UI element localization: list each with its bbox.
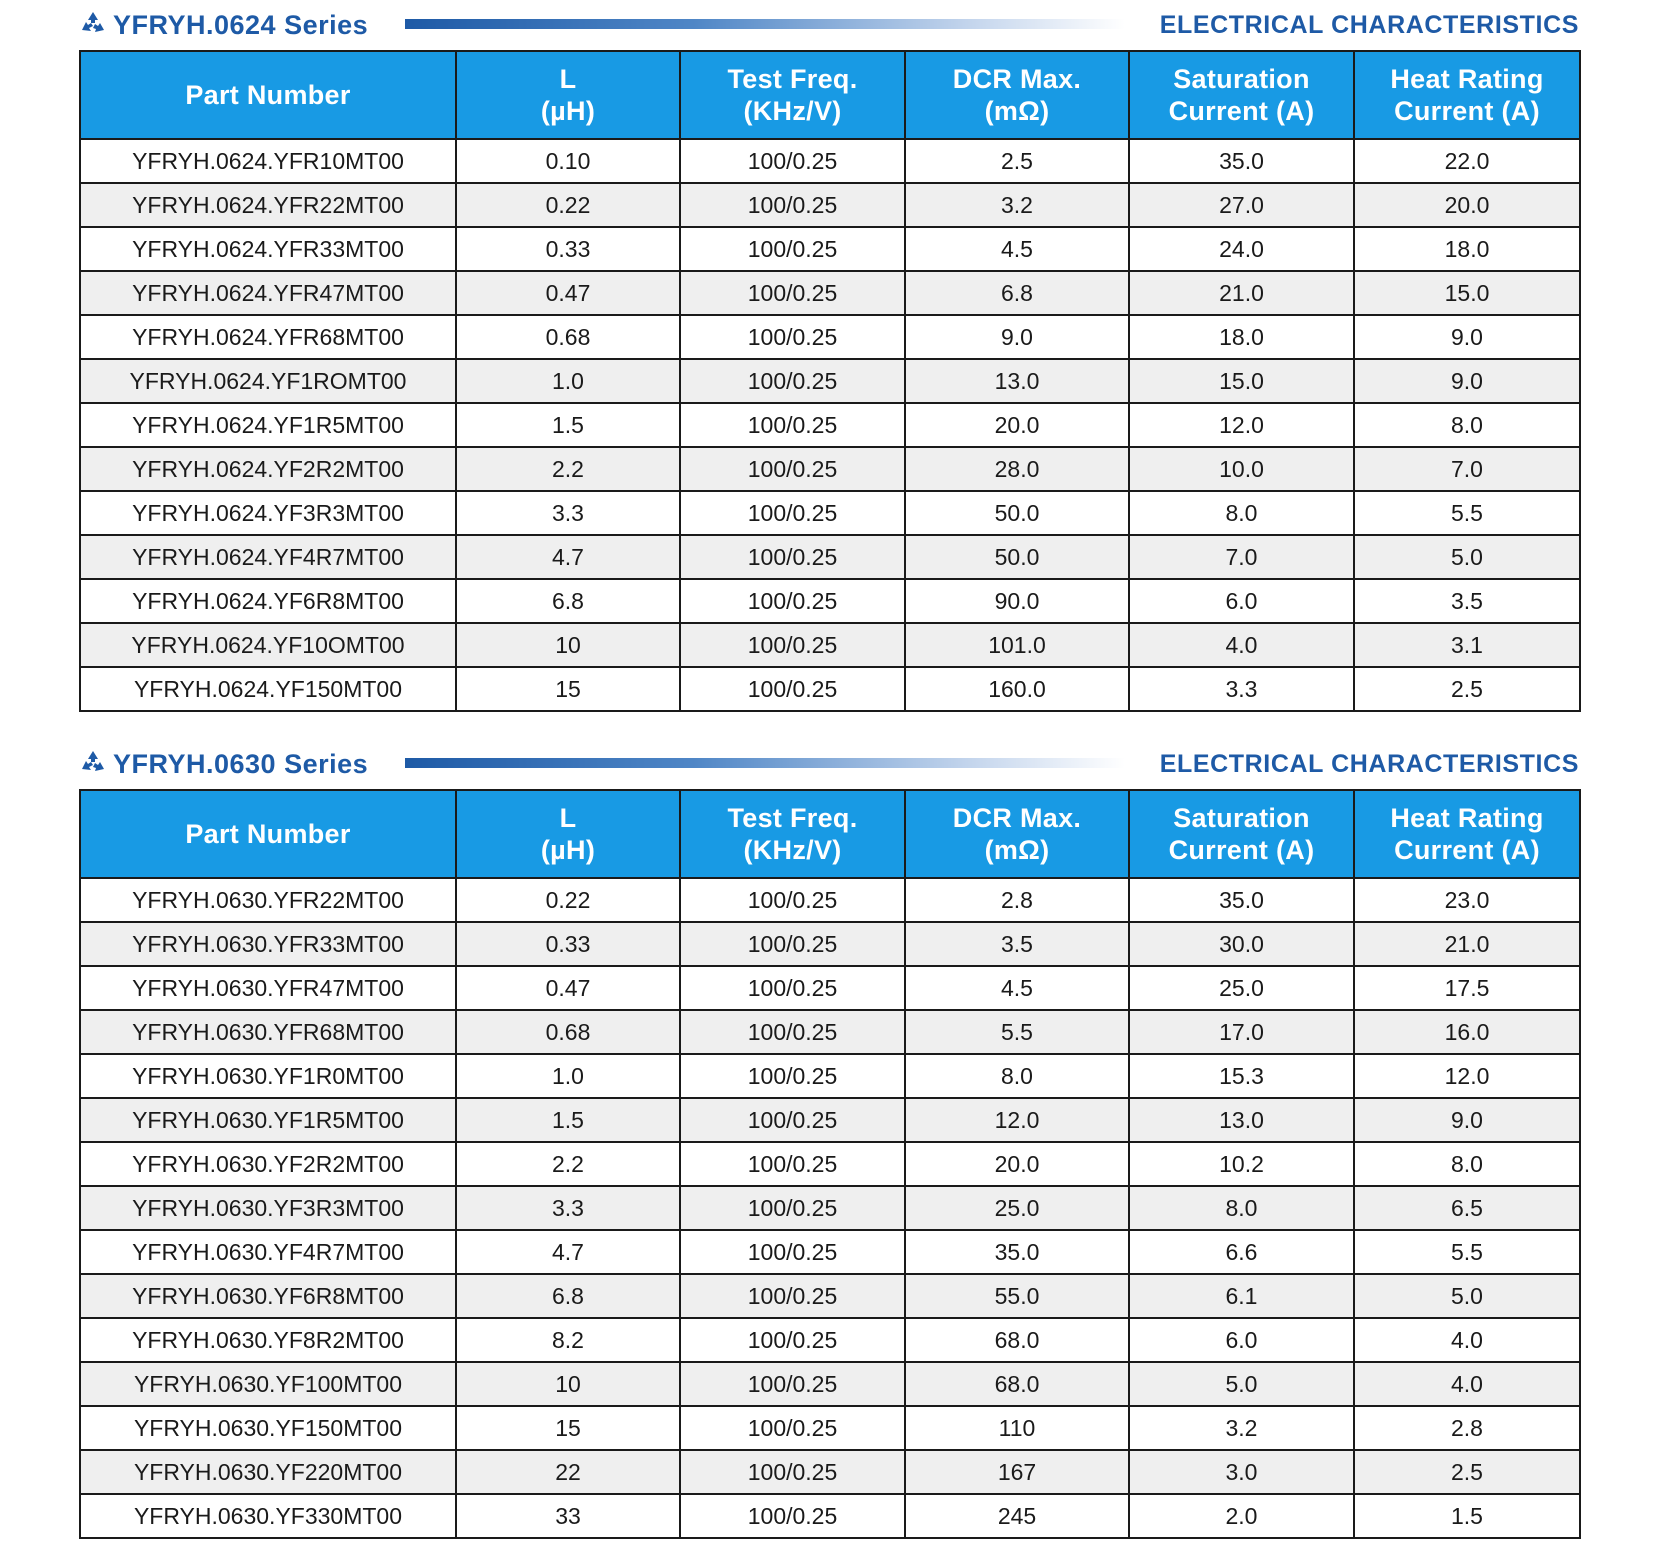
- table-row: [80, 535, 1580, 579]
- cell-part-number: YFRYH.0624.YF2R2MT00: [80, 447, 456, 491]
- section-title-row: [79, 745, 1579, 783]
- table-row: [80, 139, 1580, 183]
- cell-test-freq: 100/0.25: [680, 1494, 905, 1538]
- cell-saturation-current: 18.0: [1129, 315, 1354, 359]
- cell-part-number: YFRYH.0624.YFR10MT00: [80, 139, 456, 183]
- cell-heat-rating-current: 20.0: [1354, 183, 1580, 227]
- cell-dcr-max: 12.0: [905, 1098, 1129, 1142]
- cell-part-number: YFRYH.0624.YF6R8MT00: [80, 579, 456, 623]
- header-heat-rating-current: Heat Rating Current (A): [1354, 790, 1580, 878]
- cell-heat-rating-current: 18.0: [1354, 227, 1580, 271]
- cell-part-number: YFRYH.0624.YF150MT00: [80, 667, 456, 711]
- title-gradient-bar: [405, 19, 1125, 29]
- cell-heat-rating-current: 9.0: [1354, 1098, 1580, 1142]
- title-gradient-bar: [405, 758, 1125, 768]
- cell-inductance: 0.47: [456, 966, 680, 1010]
- cell-heat-rating-current: 1.5: [1354, 1494, 1580, 1538]
- cell-inductance: 4.7: [456, 1230, 680, 1274]
- cell-part-number: YFRYH.0630.YF1R0MT00: [80, 1054, 456, 1098]
- cell-saturation-current: 12.0: [1129, 403, 1354, 447]
- cell-heat-rating-current: 4.0: [1354, 1362, 1580, 1406]
- header-test-freq: Test Freq. (KHz/V): [680, 790, 905, 878]
- header-dcr-max: DCR Max. (mΩ): [905, 51, 1129, 139]
- table-row: [80, 966, 1580, 1010]
- cell-saturation-current: 24.0: [1129, 227, 1354, 271]
- cell-dcr-max: 9.0: [905, 315, 1129, 359]
- cell-saturation-current: 2.0: [1129, 1494, 1354, 1538]
- cell-test-freq: 100/0.25: [680, 271, 905, 315]
- cell-saturation-current: 30.0: [1129, 922, 1354, 966]
- cell-heat-rating-current: 22.0: [1354, 139, 1580, 183]
- cell-test-freq: 100/0.25: [680, 1362, 905, 1406]
- cell-heat-rating-current: 4.0: [1354, 1318, 1580, 1362]
- cell-test-freq: 100/0.25: [680, 183, 905, 227]
- table-row: [80, 922, 1580, 966]
- cell-dcr-max: 110: [905, 1406, 1129, 1450]
- cell-inductance: 0.10: [456, 139, 680, 183]
- cell-part-number: YFRYH.0624.YF1R5MT00: [80, 403, 456, 447]
- cell-saturation-current: 10.0: [1129, 447, 1354, 491]
- table-row: [80, 183, 1580, 227]
- cell-dcr-max: 13.0: [905, 359, 1129, 403]
- cell-dcr-max: 50.0: [905, 491, 1129, 535]
- cell-heat-rating-current: 3.5: [1354, 579, 1580, 623]
- cell-dcr-max: 3.2: [905, 183, 1129, 227]
- cell-saturation-current: 10.2: [1129, 1142, 1354, 1186]
- table-row: [80, 1142, 1580, 1186]
- cell-part-number: YFRYH.0624.YF1ROMT00: [80, 359, 456, 403]
- cell-saturation-current: 7.0: [1129, 535, 1354, 579]
- cell-dcr-max: 8.0: [905, 1054, 1129, 1098]
- cell-part-number: YFRYH.0630.YF3R3MT00: [80, 1186, 456, 1230]
- cell-saturation-current: 27.0: [1129, 183, 1354, 227]
- recycle-icon: [79, 749, 107, 777]
- cell-dcr-max: 25.0: [905, 1186, 1129, 1230]
- table-row: [80, 447, 1580, 491]
- cell-heat-rating-current: 8.0: [1354, 1142, 1580, 1186]
- cell-dcr-max: 20.0: [905, 1142, 1129, 1186]
- cell-dcr-max: 245: [905, 1494, 1129, 1538]
- table-row: [80, 1186, 1580, 1230]
- cell-saturation-current: 15.3: [1129, 1054, 1354, 1098]
- table-row: [80, 1274, 1580, 1318]
- table-row: [80, 1494, 1580, 1538]
- cell-test-freq: 100/0.25: [680, 667, 905, 711]
- cell-heat-rating-current: 16.0: [1354, 1010, 1580, 1054]
- cell-test-freq: 100/0.25: [680, 535, 905, 579]
- cell-saturation-current: 25.0: [1129, 966, 1354, 1010]
- cell-test-freq: 100/0.25: [680, 623, 905, 667]
- cell-test-freq: 100/0.25: [680, 1406, 905, 1450]
- series-title: YFRYH.0630 Series: [113, 749, 369, 779]
- cell-part-number: YFRYH.0624.YF4R7MT00: [80, 535, 456, 579]
- cell-saturation-current: 13.0: [1129, 1098, 1354, 1142]
- cell-saturation-current: 6.0: [1129, 1318, 1354, 1362]
- cell-heat-rating-current: 5.5: [1354, 1230, 1580, 1274]
- cell-test-freq: 100/0.25: [680, 579, 905, 623]
- electrical-characteristics-label: ELECTRICAL CHARACTERISTICS: [1159, 11, 1579, 39]
- cell-dcr-max: 68.0: [905, 1318, 1129, 1362]
- cell-saturation-current: 6.0: [1129, 579, 1354, 623]
- table-row: [80, 1406, 1580, 1450]
- cell-inductance: 10: [456, 1362, 680, 1406]
- cell-heat-rating-current: 9.0: [1354, 359, 1580, 403]
- cell-saturation-current: 21.0: [1129, 271, 1354, 315]
- cell-heat-rating-current: 2.8: [1354, 1406, 1580, 1450]
- cell-dcr-max: 4.5: [905, 227, 1129, 271]
- cell-test-freq: 100/0.25: [680, 1450, 905, 1494]
- cell-saturation-current: 3.0: [1129, 1450, 1354, 1494]
- cell-heat-rating-current: 7.0: [1354, 447, 1580, 491]
- cell-inductance: 0.33: [456, 227, 680, 271]
- table-row: [80, 1230, 1580, 1274]
- cell-inductance: 1.0: [456, 1054, 680, 1098]
- cell-part-number: YFRYH.0624.YFR33MT00: [80, 227, 456, 271]
- cell-test-freq: 100/0.25: [680, 1318, 905, 1362]
- header-inductance: L (µH): [456, 790, 680, 878]
- series-title: YFRYH.0624 Series: [113, 10, 369, 40]
- cell-part-number: YFRYH.0630.YF100MT00: [80, 1362, 456, 1406]
- table-row: [80, 359, 1580, 403]
- cell-part-number: YFRYH.0630.YF6R8MT00: [80, 1274, 456, 1318]
- cell-test-freq: 100/0.25: [680, 315, 905, 359]
- cell-part-number: YFRYH.0630.YFR47MT00: [80, 966, 456, 1010]
- cell-test-freq: 100/0.25: [680, 491, 905, 535]
- cell-dcr-max: 160.0: [905, 667, 1129, 711]
- cell-heat-rating-current: 23.0: [1354, 878, 1580, 922]
- cell-dcr-max: 68.0: [905, 1362, 1129, 1406]
- electrical-characteristics-label: ELECTRICAL CHARACTERISTICS: [1159, 750, 1579, 778]
- table-row: [80, 667, 1580, 711]
- cell-inductance: 22: [456, 1450, 680, 1494]
- cell-dcr-max: 2.5: [905, 139, 1129, 183]
- cell-part-number: YFRYH.0630.YF4R7MT00: [80, 1230, 456, 1274]
- cell-part-number: YFRYH.0630.YFR33MT00: [80, 922, 456, 966]
- recycle-icon: [79, 10, 107, 38]
- table-header-row: [80, 790, 1580, 878]
- header-heat-rating-current: Heat Rating Current (A): [1354, 51, 1580, 139]
- series-section-0624: [79, 6, 1579, 702]
- cell-part-number: YFRYH.0630.YF150MT00: [80, 1406, 456, 1450]
- cell-part-number: YFRYH.0630.YFR68MT00: [80, 1010, 456, 1054]
- cell-dcr-max: 4.5: [905, 966, 1129, 1010]
- cell-test-freq: 100/0.25: [680, 1010, 905, 1054]
- table-row: [80, 271, 1580, 315]
- cell-test-freq: 100/0.25: [680, 403, 905, 447]
- section-title-row: [79, 6, 1579, 44]
- cell-dcr-max: 101.0: [905, 623, 1129, 667]
- cell-heat-rating-current: 5.5: [1354, 491, 1580, 535]
- cell-inductance: 6.8: [456, 579, 680, 623]
- cell-dcr-max: 28.0: [905, 447, 1129, 491]
- table-body: [80, 878, 1580, 1538]
- cell-heat-rating-current: 2.5: [1354, 667, 1580, 711]
- table-row: [80, 227, 1580, 271]
- table-row: [80, 878, 1580, 922]
- table-row: [80, 1098, 1580, 1142]
- table-row: [80, 1318, 1580, 1362]
- cell-inductance: 2.2: [456, 1142, 680, 1186]
- cell-test-freq: 100/0.25: [680, 1230, 905, 1274]
- cell-part-number: YFRYH.0624.YFR68MT00: [80, 315, 456, 359]
- cell-inductance: 0.22: [456, 878, 680, 922]
- table-header-row: [80, 51, 1580, 139]
- header-part-number: Part Number: [80, 790, 456, 878]
- cell-test-freq: 100/0.25: [680, 359, 905, 403]
- spec-table: [79, 50, 1581, 712]
- cell-dcr-max: 55.0: [905, 1274, 1129, 1318]
- cell-part-number: YFRYH.0630.YFR22MT00: [80, 878, 456, 922]
- cell-inductance: 33: [456, 1494, 680, 1538]
- cell-heat-rating-current: 8.0: [1354, 403, 1580, 447]
- cell-part-number: YFRYH.0630.YF8R2MT00: [80, 1318, 456, 1362]
- cell-saturation-current: 35.0: [1129, 139, 1354, 183]
- cell-dcr-max: 3.5: [905, 922, 1129, 966]
- cell-dcr-max: 6.8: [905, 271, 1129, 315]
- table-row: [80, 1010, 1580, 1054]
- header-inductance: L (µH): [456, 51, 680, 139]
- cell-part-number: YFRYH.0630.YF330MT00: [80, 1494, 456, 1538]
- cell-dcr-max: 50.0: [905, 535, 1129, 579]
- cell-dcr-max: 2.8: [905, 878, 1129, 922]
- cell-inductance: 3.3: [456, 1186, 680, 1230]
- cell-test-freq: 100/0.25: [680, 1274, 905, 1318]
- table-row: [80, 1362, 1580, 1406]
- cell-saturation-current: 35.0: [1129, 878, 1354, 922]
- cell-saturation-current: 8.0: [1129, 1186, 1354, 1230]
- cell-part-number: YFRYH.0630.YF2R2MT00: [80, 1142, 456, 1186]
- table-row: [80, 403, 1580, 447]
- table-row: [80, 579, 1580, 623]
- cell-inductance: 1.5: [456, 1098, 680, 1142]
- cell-saturation-current: 17.0: [1129, 1010, 1354, 1054]
- cell-heat-rating-current: 12.0: [1354, 1054, 1580, 1098]
- cell-saturation-current: 6.1: [1129, 1274, 1354, 1318]
- cell-heat-rating-current: 3.1: [1354, 623, 1580, 667]
- cell-test-freq: 100/0.25: [680, 139, 905, 183]
- cell-heat-rating-current: 15.0: [1354, 271, 1580, 315]
- cell-inductance: 0.33: [456, 922, 680, 966]
- table-row: [80, 1450, 1580, 1494]
- cell-test-freq: 100/0.25: [680, 447, 905, 491]
- table-row: [80, 1054, 1580, 1098]
- cell-dcr-max: 5.5: [905, 1010, 1129, 1054]
- cell-inductance: 4.7: [456, 535, 680, 579]
- cell-test-freq: 100/0.25: [680, 227, 905, 271]
- cell-saturation-current: 15.0: [1129, 359, 1354, 403]
- cell-part-number: YFRYH.0624.YFR22MT00: [80, 183, 456, 227]
- table-row: [80, 315, 1580, 359]
- cell-test-freq: 100/0.25: [680, 1054, 905, 1098]
- cell-part-number: YFRYH.0630.YF220MT00: [80, 1450, 456, 1494]
- cell-saturation-current: 3.3: [1129, 667, 1354, 711]
- header-test-freq: Test Freq. (KHz/V): [680, 51, 905, 139]
- cell-part-number: YFRYH.0630.YF1R5MT00: [80, 1098, 456, 1142]
- cell-test-freq: 100/0.25: [680, 1098, 905, 1142]
- cell-dcr-max: 90.0: [905, 579, 1129, 623]
- cell-dcr-max: 20.0: [905, 403, 1129, 447]
- cell-heat-rating-current: 2.5: [1354, 1450, 1580, 1494]
- cell-inductance: 10: [456, 623, 680, 667]
- cell-inductance: 0.47: [456, 271, 680, 315]
- table-row: [80, 491, 1580, 535]
- table-body: [80, 139, 1580, 711]
- cell-saturation-current: 4.0: [1129, 623, 1354, 667]
- header-dcr-max: DCR Max. (mΩ): [905, 790, 1129, 878]
- cell-dcr-max: 167: [905, 1450, 1129, 1494]
- cell-inductance: 2.2: [456, 447, 680, 491]
- cell-inductance: 8.2: [456, 1318, 680, 1362]
- cell-inductance: 15: [456, 667, 680, 711]
- header-saturation-current: Saturation Current (A): [1129, 790, 1354, 878]
- header-part-number: Part Number: [80, 51, 456, 139]
- cell-inductance: 0.22: [456, 183, 680, 227]
- cell-saturation-current: 5.0: [1129, 1362, 1354, 1406]
- cell-heat-rating-current: 21.0: [1354, 922, 1580, 966]
- cell-inductance: 0.68: [456, 315, 680, 359]
- cell-test-freq: 100/0.25: [680, 878, 905, 922]
- table-row: [80, 623, 1580, 667]
- cell-test-freq: 100/0.25: [680, 1186, 905, 1230]
- cell-test-freq: 100/0.25: [680, 966, 905, 1010]
- cell-inductance: 6.8: [456, 1274, 680, 1318]
- cell-test-freq: 100/0.25: [680, 1142, 905, 1186]
- cell-heat-rating-current: 17.5: [1354, 966, 1580, 1010]
- cell-part-number: YFRYH.0624.YF3R3MT00: [80, 491, 456, 535]
- cell-heat-rating-current: 9.0: [1354, 315, 1580, 359]
- cell-heat-rating-current: 6.5: [1354, 1186, 1580, 1230]
- cell-inductance: 3.3: [456, 491, 680, 535]
- cell-dcr-max: 35.0: [905, 1230, 1129, 1274]
- series-section-0630: [79, 745, 1579, 1529]
- cell-inductance: 0.68: [456, 1010, 680, 1054]
- cell-part-number: YFRYH.0624.YFR47MT00: [80, 271, 456, 315]
- cell-heat-rating-current: 5.0: [1354, 1274, 1580, 1318]
- spec-table: [79, 789, 1581, 1539]
- cell-inductance: 15: [456, 1406, 680, 1450]
- cell-part-number: YFRYH.0624.YF10OMT00: [80, 623, 456, 667]
- cell-inductance: 1.0: [456, 359, 680, 403]
- cell-saturation-current: 3.2: [1129, 1406, 1354, 1450]
- cell-saturation-current: 6.6: [1129, 1230, 1354, 1274]
- header-saturation-current: Saturation Current (A): [1129, 51, 1354, 139]
- cell-heat-rating-current: 5.0: [1354, 535, 1580, 579]
- cell-saturation-current: 8.0: [1129, 491, 1354, 535]
- cell-inductance: 1.5: [456, 403, 680, 447]
- cell-test-freq: 100/0.25: [680, 922, 905, 966]
